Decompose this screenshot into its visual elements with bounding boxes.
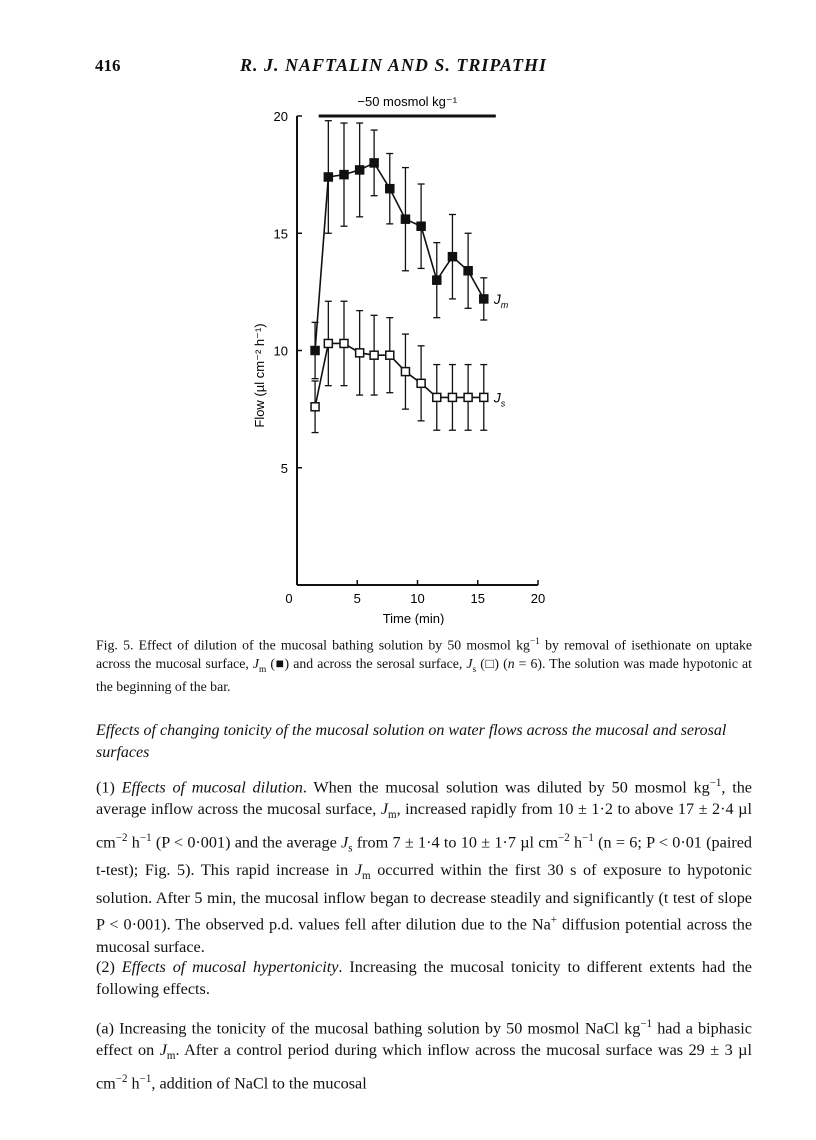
data-point-jm xyxy=(324,173,332,181)
data-point-jm xyxy=(464,267,472,275)
series-label-jm: $J_m$ xyxy=(493,290,509,310)
data-point-js xyxy=(448,393,456,401)
paragraph-mucosal-dilution: (1) Effects of mucosal dilution. When the mucosal solution was diluted by 50 mosmol $kg^{-1}$, the average inflow across the mucosal surface, $J_m$, increased rapidly from 10 ± 1·2 to above 17 ± 2·4 µl $cm^{-2}$ $h^{-1}$ (P < 0·001) and the average $J_s$ from 7 ± 1·4 to 10 ± 1·7 µl $cm^{-2}$ $h^{-1}$ (n = 6; P < 0·01 (paired t-test); Fig. 5). This rapid increase in $J_m$ occurred within the first 30 s of exposure to hypotonic solution. After 5 min, the mucosal inflow began to decrease steadily and significantly (t test of slope P < 0·001). The observed p.d. values fell after dilution due to the Na+ diffusion potential across the mucosal surface. xyxy=(96,777,753,956)
data-point-jm xyxy=(311,347,319,355)
chart-series xyxy=(311,121,488,433)
series-jm xyxy=(311,121,488,379)
running-head: R. J. NAFTALIN AND S. TRIPATHI xyxy=(240,55,548,75)
series-line-js xyxy=(315,343,484,406)
data-point-js xyxy=(311,403,319,411)
data-point-js xyxy=(324,339,332,347)
y-axis-label: Flow (µl cm⁻² h⁻¹) xyxy=(252,323,267,428)
paragraph-nacl-tonicity: (a) Increasing the tonicity of the mucosal bathing solution by 50 mosmol NaCl $kg^{-1}$ had a biphasic effect on $J_m$. After a control period during which inflow across the mucosal surface was 29 ± 3 µl $cm^{-2}$ $h^{-1}$, addition of NaCl to the mucosal xyxy=(96,1018,752,1093)
data-point-jm xyxy=(401,215,409,223)
data-point-js xyxy=(480,393,488,401)
data-point-js xyxy=(386,351,394,359)
series-line-jm xyxy=(315,163,484,351)
data-point-jm xyxy=(433,276,441,284)
paragraph-mucosal-hypertonicity: (2) Effects of mucosal hypertonicity. Increasing the mucosal tonicity to different extents had the following effects. xyxy=(96,958,752,998)
x-tick-label: 10 xyxy=(410,591,425,606)
chart-axes xyxy=(252,109,545,625)
series-label-js: $J_s$ xyxy=(493,389,506,409)
x-tick-label: 20 xyxy=(530,591,546,606)
data-point-js xyxy=(464,393,472,401)
data-point-jm xyxy=(386,185,394,193)
data-point-js xyxy=(417,379,425,387)
data-point-jm xyxy=(356,166,364,174)
data-point-js xyxy=(433,393,441,401)
x-tick-label: 5 xyxy=(353,591,361,606)
hypotonic-bar xyxy=(319,94,496,116)
figure-caption: Fig. 5. Effect of dilution of the mucosal bathing solution by 50 mosmol $kg^{-1}$ by removal of isethionate on uptake across the mucosal surface, $J_m$ (■) and across the serosal surface, $J_s$ (□) (n = 6). The solution was made hypotonic at the beginning of the bar. xyxy=(96,637,753,695)
series-js xyxy=(311,301,488,432)
section-heading: Effects of changing tonicity of the mucosal solution on water flows across the mucosal and serosal surfaces xyxy=(96,722,727,761)
data-point-js xyxy=(370,351,378,359)
x-axis-label: Time (min) xyxy=(382,611,445,625)
hypotonic-bar-label: −50 mosmol kg⁻¹ xyxy=(357,94,458,109)
data-point-jm xyxy=(417,222,425,230)
data-point-jm xyxy=(340,171,348,179)
y-tick-label: 10 xyxy=(273,343,288,359)
y-tick-label: 15 xyxy=(273,226,288,242)
x-tick-label: 0 xyxy=(285,591,293,606)
data-point-js xyxy=(356,349,364,357)
figure-5-chart xyxy=(230,85,560,625)
data-point-js xyxy=(401,368,409,376)
data-point-jm xyxy=(448,253,456,261)
x-tick-label: 15 xyxy=(470,591,485,606)
page-number: 416 xyxy=(95,56,121,75)
y-tick-label: 5 xyxy=(280,460,288,476)
y-tick-label: 20 xyxy=(273,109,288,124)
data-point-jm xyxy=(480,295,488,303)
data-point-js xyxy=(340,339,348,347)
data-point-jm xyxy=(370,159,378,167)
